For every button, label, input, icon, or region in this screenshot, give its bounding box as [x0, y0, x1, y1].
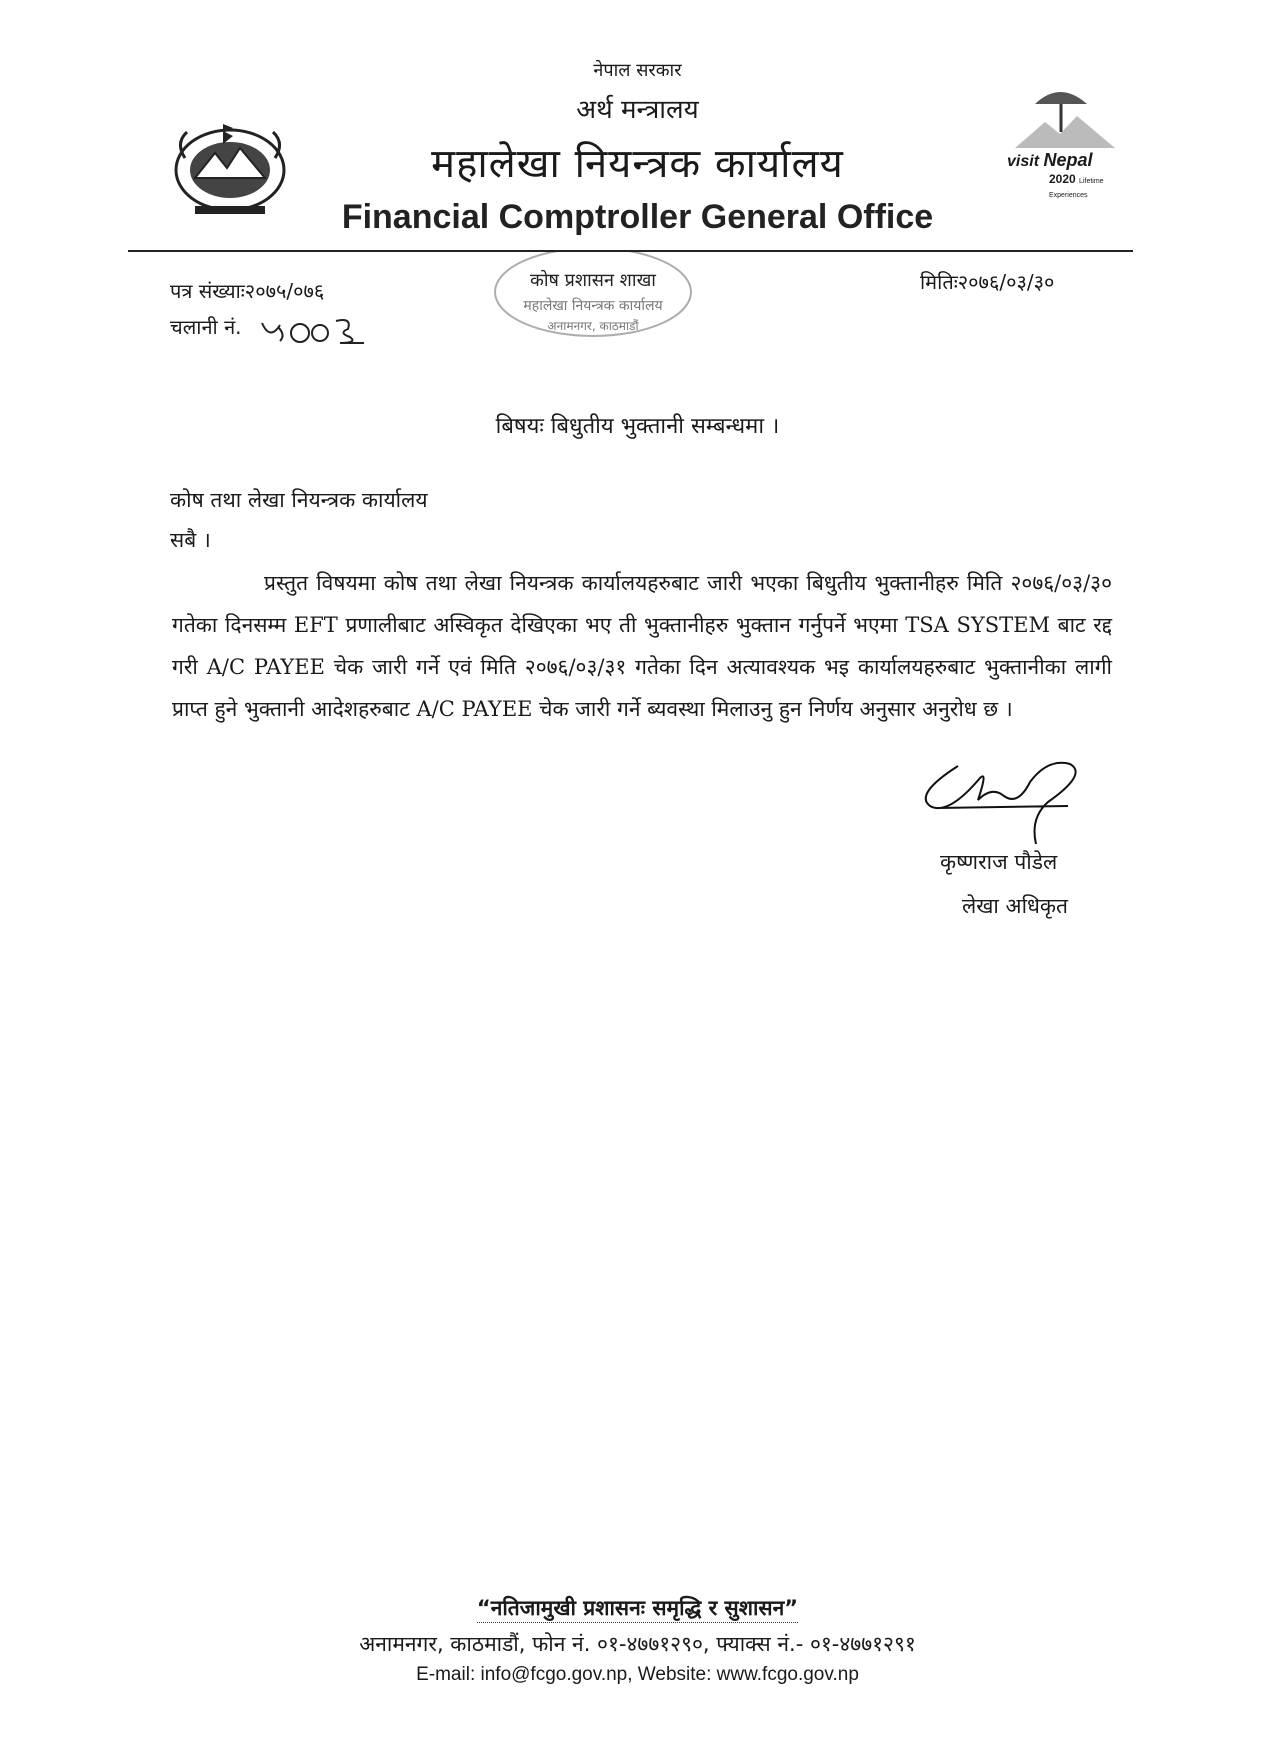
recipient-all: सबै ।	[170, 528, 211, 552]
visit-word: visit	[1007, 153, 1040, 170]
office-stamp	[488, 252, 698, 342]
stamp-section-text: कोष प्रशासन शाखा	[530, 270, 656, 291]
office-name-nepali: महालेखा नियन्त्रक कार्यालय	[431, 141, 844, 187]
tagline-text: Lifetime Experiences	[1049, 178, 1104, 199]
national-emblem-icon	[165, 118, 295, 218]
recipient-block	[170, 480, 428, 560]
dispatch-label: चलानी नं.	[170, 315, 242, 339]
footer-address: अनामनगर, काठमाडौं, फोन नं. ०१-४७७१२९०, फ्याक्स नं.- ०१-४७७१२९१	[359, 1632, 916, 1656]
letter-subject: बिषयः बिधुतीय भुक्तानी सम्बन्धमा ।	[495, 414, 780, 439]
ministry-name: अर्थ मन्त्रालय	[576, 95, 699, 125]
footer-motto	[0, 1594, 1275, 1622]
stamp-address-text: अनामनगर, काठमाडौं	[547, 319, 639, 333]
recipient-office: कोष तथा लेखा नियन्त्रक कार्यालय	[170, 488, 428, 512]
nepal-word: Nepal	[1043, 150, 1093, 170]
footer-motto-text: “नतिजामुखी प्रशासनः समृद्धि र सुशासन”	[477, 1596, 798, 1623]
signature-mark	[918, 756, 1118, 852]
handwritten-dispatch-number	[256, 311, 368, 347]
year-text: 2020	[1049, 172, 1076, 186]
government-name: नेपाल सरकार	[593, 60, 682, 81]
reference-block	[170, 273, 368, 347]
letter-number: पत्र संख्याः२०७५/०७६	[170, 279, 325, 303]
signatory-name: कृष्णराज पौडेल	[940, 850, 1058, 874]
footer-contact: E-mail: info@fcgo.gov.np, Website: www.fcgo.gov.np	[416, 1664, 859, 1685]
letter-date: मितिः२०७६/०३/३०	[920, 270, 1055, 294]
stamp-office-text: महालेखा नियन्त्रक कार्यालय	[523, 298, 663, 314]
signatory-designation: लेखा अधिकृत	[962, 894, 1069, 918]
letter-body: प्रस्तुत विषयमा कोष तथा लेखा नियन्त्रक कार्यालयहरुबाट जारी भएका बिधुतीय भुक्तानीहरु मिति २०७६/०३/३० गतेका दिनसम्म EFT प्रणालीबाट अस्विकृत देखिएका भए ती भुक्तानीहरु भुक्तान गर्नुपर्ने भएमा TSA SYSTEM बाट रद्द गरी A/C PAYEE चेक जारी गर्ने एवं मिति २०७६/०३/३१ गतेका दिन अत्यावश्यक भइ कार्यालयहरुबाट भुक्तानीका लागी प्राप्त हुने भुक्तानी आदेशहरुबाट A/C PAYEE चेक जारी गर्ने ब्यवस्था मिलाउनु हुन निर्णय अनुसार अनुरोध छ ।	[172, 571, 1112, 721]
office-name-english: Financial Comptroller General Office	[341, 198, 934, 236]
visit-nepal-logo	[1005, 82, 1125, 199]
umbrella-icon	[1005, 82, 1125, 152]
